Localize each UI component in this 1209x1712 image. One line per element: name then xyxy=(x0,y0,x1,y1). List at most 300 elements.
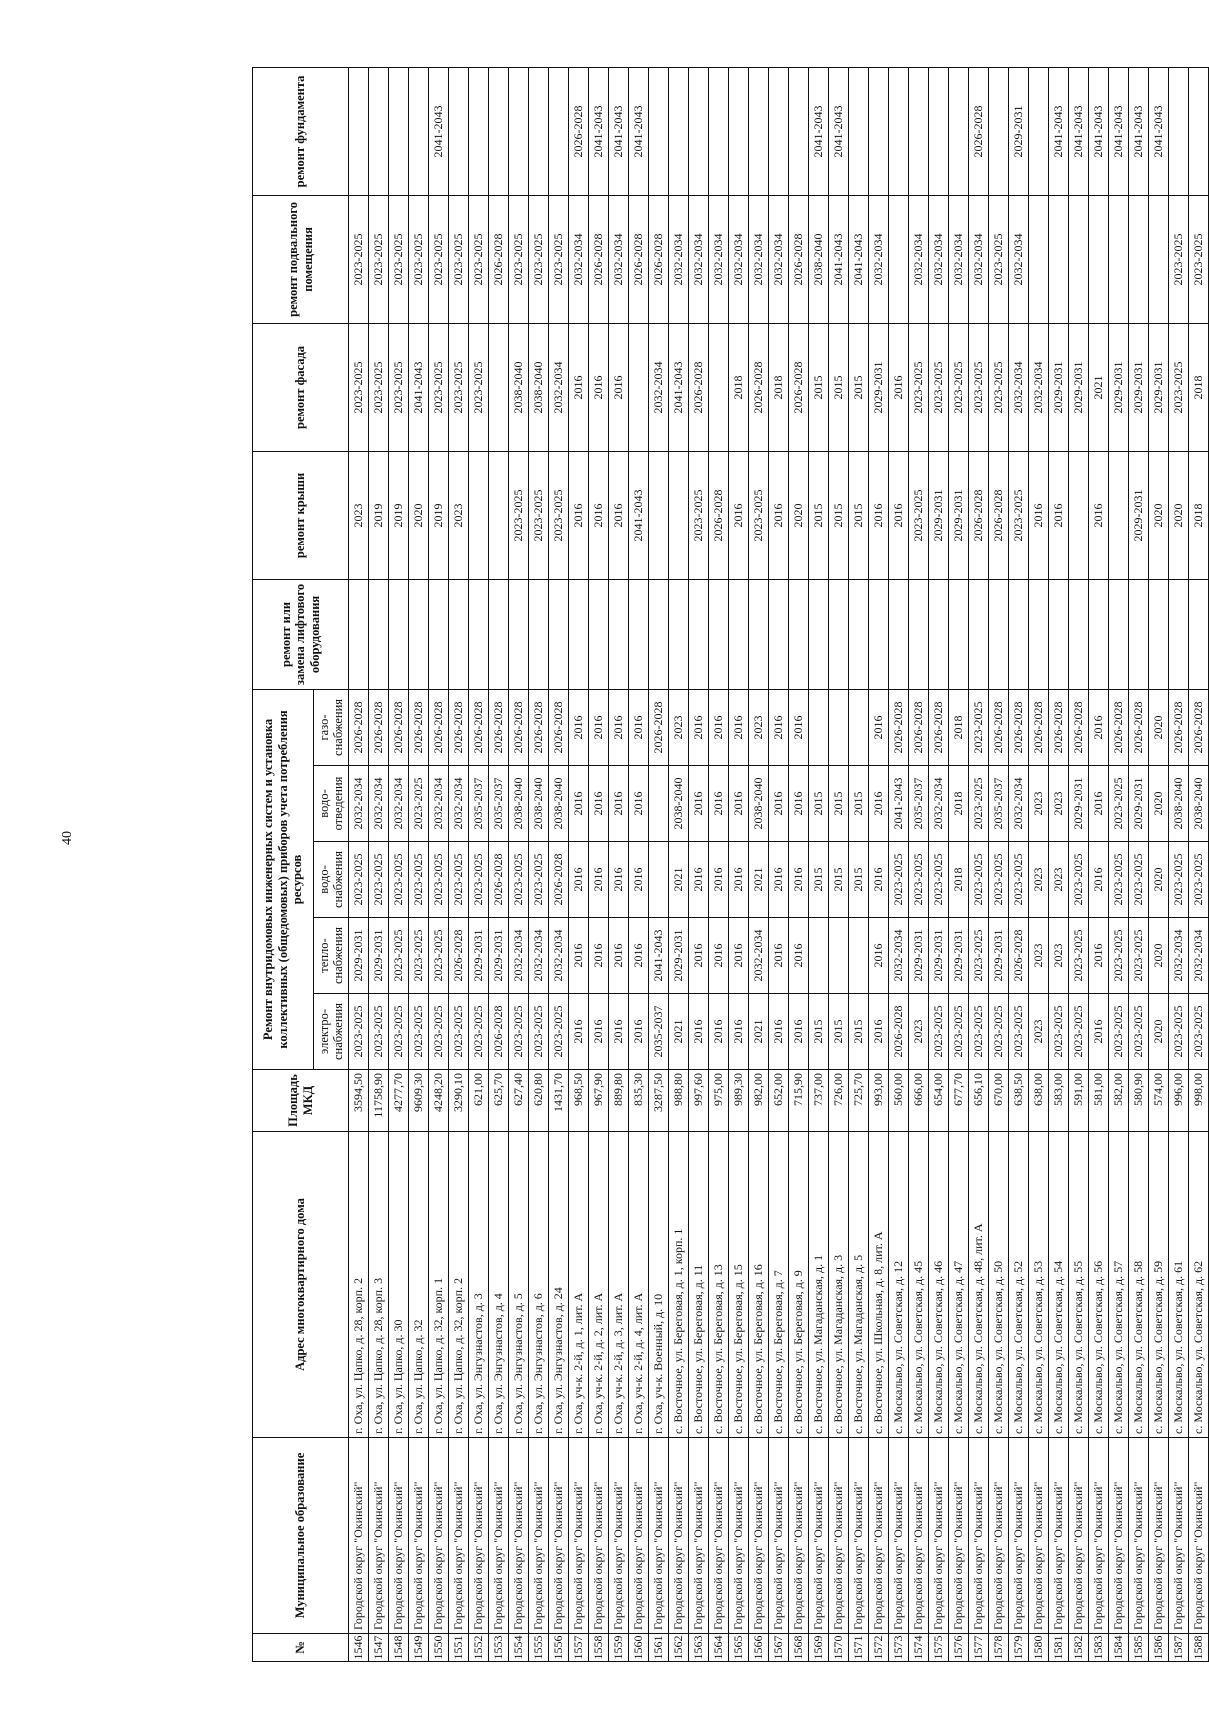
cell-address: с. Москальво, ул. Советская, д. 46 xyxy=(929,1132,949,1438)
cell-facade xyxy=(629,323,649,451)
cell-gas: 2026-2028 xyxy=(889,689,909,765)
cell-roof: 2015 xyxy=(829,451,849,579)
cell-drainage: 2035-2037 xyxy=(469,766,489,842)
table-row xyxy=(1109,67,1129,1661)
cell-basement: 2041-2043 xyxy=(849,195,869,323)
cell-elevator xyxy=(569,579,589,689)
cell-facade: 2029-2031 xyxy=(1049,323,1069,451)
cell-heating xyxy=(809,918,829,994)
cell-basement: 2023-2025 xyxy=(509,195,529,323)
cell-facade: 2023-2025 xyxy=(469,323,489,451)
table-row xyxy=(669,67,689,1661)
cell-num: 1554 xyxy=(509,1634,529,1662)
cell-gas: 2026-2028 xyxy=(1009,689,1029,765)
cell-elevator xyxy=(889,579,909,689)
cell-area: 656,10 xyxy=(969,1070,989,1132)
cell-elevator xyxy=(409,579,429,689)
cell-water: 2015 xyxy=(809,842,829,918)
cell-elevator xyxy=(629,579,649,689)
cell-facade xyxy=(709,323,729,451)
cell-area: 998,00 xyxy=(1189,1070,1209,1132)
cell-facade: 2029-2031 xyxy=(1129,323,1149,451)
cell-municipality: Городской округ "Окинский" xyxy=(829,1438,849,1634)
cell-heating: 2029-2031 xyxy=(469,918,489,994)
cell-drainage: 2035-2037 xyxy=(489,766,509,842)
table-row xyxy=(1169,67,1189,1661)
cell-electricity: 2021 xyxy=(749,994,769,1070)
cell-gas: 2016 xyxy=(689,689,709,765)
cell-num: 1549 xyxy=(409,1634,429,1662)
cell-num: 1558 xyxy=(589,1634,609,1662)
cell-municipality: Городской округ "Окинский" xyxy=(909,1438,929,1634)
cell-address: г. Оха, ул. Энгузнастов, д. 3 xyxy=(469,1132,489,1438)
cell-area: 989,30 xyxy=(729,1070,749,1132)
cell-area: 11758,90 xyxy=(369,1070,389,1132)
cell-basement: 2023-2025 xyxy=(389,195,409,323)
cell-foundation: 2041-2043 xyxy=(829,67,849,195)
cell-basement: 2032-2034 xyxy=(689,195,709,323)
cell-electricity: 2026-2028 xyxy=(489,994,509,1070)
cell-address: г. Оха, ул. Цапко, д. 32 xyxy=(409,1132,429,1438)
cell-area: 1431,70 xyxy=(549,1070,569,1132)
cell-municipality: Городской округ "Окинский" xyxy=(549,1438,569,1634)
cell-elevator xyxy=(349,579,369,689)
cell-water: 2023-2025 xyxy=(1009,842,1029,918)
cell-facade: 2023-2025 xyxy=(389,323,409,451)
cell-heating: 2032-2034 xyxy=(509,918,529,994)
cell-municipality: Городской округ "Окинский" xyxy=(949,1438,969,1634)
cell-basement: 2023-2025 xyxy=(409,195,429,323)
cell-foundation: 2026-2028 xyxy=(969,67,989,195)
cell-address: с. Восточное, ул. Береговая, д. 1, корп. 1 xyxy=(669,1132,689,1438)
cell-water: 2016 xyxy=(569,842,589,918)
table-row xyxy=(1129,67,1149,1661)
cell-drainage: 2016 xyxy=(689,766,709,842)
cell-gas: 2026-2028 xyxy=(509,689,529,765)
cell-electricity: 2023-2025 xyxy=(509,994,529,1070)
cell-address: с. Москальво, ул. Советская, д. 56 xyxy=(1089,1132,1109,1438)
cell-foundation: 2041-2043 xyxy=(1149,67,1169,195)
cell-elevator xyxy=(1149,579,1169,689)
cell-address: с. Восточное, ул. Береговая, д. 11 xyxy=(689,1132,709,1438)
cell-roof: 2029-2031 xyxy=(949,451,969,579)
cell-municipality: Городской округ "Окинский" xyxy=(629,1438,649,1634)
cell-foundation xyxy=(789,67,809,195)
table-row xyxy=(849,67,869,1661)
table-row xyxy=(409,67,429,1661)
cell-drainage: 2032-2034 xyxy=(369,766,389,842)
cell-elevator xyxy=(789,579,809,689)
cell-address: г. Оха, уч-к. 2-й, д. 4, лит. А xyxy=(629,1132,649,1438)
table-row xyxy=(389,67,409,1661)
cell-num: 1574 xyxy=(909,1634,929,1662)
cell-municipality: Городской округ "Окинский" xyxy=(669,1438,689,1634)
cell-gas: 2023-2025 xyxy=(969,689,989,765)
cell-basement: 2023-2025 xyxy=(429,195,449,323)
cell-address: с. Москальво, ул. Советская, д. 45 xyxy=(909,1132,929,1438)
cell-municipality: Городской округ "Окинский" xyxy=(649,1438,669,1634)
cell-municipality: Городской округ "Окинский" xyxy=(729,1438,749,1634)
cell-heating: 2029-2031 xyxy=(369,918,389,994)
cell-drainage: 2038-2040 xyxy=(509,766,529,842)
cell-roof: 2016 xyxy=(609,451,629,579)
cell-area: 993,00 xyxy=(869,1070,889,1132)
cell-num: 1555 xyxy=(529,1634,549,1662)
cell-area: 582,00 xyxy=(1109,1070,1129,1132)
cell-drainage: 2035-2037 xyxy=(989,766,1009,842)
cell-electricity: 2023-2025 xyxy=(369,994,389,1070)
cell-elevator xyxy=(509,579,529,689)
cell-gas: 2026-2028 xyxy=(649,689,669,765)
cell-roof: 2016 xyxy=(1089,451,1109,579)
cell-basement: 2032-2034 xyxy=(709,195,729,323)
cell-drainage: 2016 xyxy=(729,766,749,842)
cell-elevator xyxy=(389,579,409,689)
cell-electricity: 2023-2025 xyxy=(389,994,409,1070)
cell-num: 1570 xyxy=(829,1634,849,1662)
cell-municipality: Городской округ "Окинский" xyxy=(709,1438,729,1634)
cell-num: 1551 xyxy=(449,1634,469,1662)
cell-electricity: 2016 xyxy=(609,994,629,1070)
cell-heating: 2032-2034 xyxy=(889,918,909,994)
cell-facade: 2023-2025 xyxy=(929,323,949,451)
cell-elevator xyxy=(649,579,669,689)
cell-area: 574,00 xyxy=(1149,1070,1169,1132)
cell-municipality: Городской округ "Окинский" xyxy=(429,1438,449,1634)
cell-gas: 2026-2028 xyxy=(389,689,409,765)
cell-drainage: 2016 xyxy=(569,766,589,842)
cell-elevator xyxy=(549,579,569,689)
cell-basement xyxy=(1089,195,1109,323)
cell-roof: 2019 xyxy=(429,451,449,579)
cell-foundation: 2041-2043 xyxy=(589,67,609,195)
cell-municipality: Городской округ "Окинский" xyxy=(789,1438,809,1634)
cell-address: г. Оха, ул. Энгузнастов, д. 4 xyxy=(489,1132,509,1438)
cell-roof: 2018 xyxy=(1189,451,1209,579)
table-row xyxy=(469,67,489,1661)
cell-elevator xyxy=(1129,579,1149,689)
cell-num: 1578 xyxy=(989,1634,1009,1662)
cell-basement: 2023-2025 xyxy=(469,195,489,323)
cell-gas: 2016 xyxy=(769,689,789,765)
cell-num: 1588 xyxy=(1189,1634,1209,1662)
cell-roof: 2023-2025 xyxy=(689,451,709,579)
cell-electricity: 2016 xyxy=(689,994,709,1070)
cell-drainage: 2032-2034 xyxy=(429,766,449,842)
cell-area: 620,80 xyxy=(529,1070,549,1132)
cell-facade: 2023-2025 xyxy=(369,323,389,451)
cell-facade: 2038-2040 xyxy=(509,323,529,451)
cell-roof: 2016 xyxy=(569,451,589,579)
cell-elevator xyxy=(469,579,489,689)
cell-basement: 2038-2040 xyxy=(809,195,829,323)
cell-electricity: 2023-2025 xyxy=(409,994,429,1070)
cell-roof xyxy=(489,451,509,579)
cell-water: 2023-2025 xyxy=(409,842,429,918)
header-num: № xyxy=(253,1634,349,1662)
cell-foundation xyxy=(949,67,969,195)
cell-electricity: 2023-2025 xyxy=(949,994,969,1070)
cell-electricity: 2023-2025 xyxy=(1129,994,1149,1070)
cell-basement xyxy=(1129,195,1149,323)
cell-foundation xyxy=(669,67,689,195)
cell-basement: 2032-2034 xyxy=(869,195,889,323)
cell-num: 1571 xyxy=(849,1634,869,1662)
cell-municipality: Городской округ "Окинский" xyxy=(749,1438,769,1634)
cell-address: с. Москальво, ул. Советская, д. 47 xyxy=(949,1132,969,1438)
cell-address: с. Москальво, ул. Советская, д. 50 xyxy=(989,1132,1009,1438)
cell-water xyxy=(649,842,669,918)
cell-area: 638,00 xyxy=(1029,1070,1049,1132)
cell-gas: 2026-2028 xyxy=(1169,689,1189,765)
table-row xyxy=(1189,67,1209,1661)
repair-schedule-table xyxy=(252,67,1209,1662)
cell-basement: 2032-2034 xyxy=(909,195,929,323)
cell-roof: 2015 xyxy=(849,451,869,579)
header-gas: газо-снабжения xyxy=(314,689,349,765)
cell-area: 889,80 xyxy=(609,1070,629,1132)
cell-num: 1562 xyxy=(669,1634,689,1662)
cell-facade: 2023-2025 xyxy=(449,323,469,451)
cell-facade: 2038-2040 xyxy=(529,323,549,451)
cell-electricity: 2023-2025 xyxy=(1049,994,1069,1070)
table-row xyxy=(949,67,969,1661)
cell-elevator xyxy=(1189,579,1209,689)
cell-heating: 2029-2031 xyxy=(489,918,509,994)
cell-num: 1581 xyxy=(1049,1634,1069,1662)
cell-facade: 2023-2025 xyxy=(1169,323,1189,451)
cell-gas: 2016 xyxy=(609,689,629,765)
cell-basement: 2032-2034 xyxy=(929,195,949,323)
cell-electricity: 2023-2025 xyxy=(349,994,369,1070)
cell-heating xyxy=(849,918,869,994)
cell-water: 2023-2025 xyxy=(1129,842,1149,918)
cell-electricity: 2016 xyxy=(569,994,589,1070)
cell-facade: 2023-2025 xyxy=(349,323,369,451)
cell-basement: 2032-2034 xyxy=(669,195,689,323)
cell-roof xyxy=(669,451,689,579)
cell-water: 2016 xyxy=(769,842,789,918)
header-municipality: Муниципальное образование xyxy=(253,1438,349,1634)
cell-electricity: 2016 xyxy=(789,994,809,1070)
cell-foundation: 2041-2043 xyxy=(1089,67,1109,195)
cell-elevator xyxy=(1169,579,1189,689)
cell-num: 1567 xyxy=(769,1634,789,1662)
cell-municipality: Городской округ "Окинский" xyxy=(1109,1438,1129,1634)
cell-drainage: 2016 xyxy=(609,766,629,842)
cell-gas: 2026-2028 xyxy=(929,689,949,765)
cell-municipality: Городской округ "Окинский" xyxy=(969,1438,989,1634)
cell-gas: 2023 xyxy=(669,689,689,765)
cell-drainage: 2032-2034 xyxy=(1009,766,1029,842)
cell-water: 2026-2028 xyxy=(549,842,569,918)
cell-num: 1582 xyxy=(1069,1634,1089,1662)
cell-electricity: 2016 xyxy=(1089,994,1109,1070)
cell-num: 1572 xyxy=(869,1634,889,1662)
cell-basement: 2023-2025 xyxy=(349,195,369,323)
cell-num: 1587 xyxy=(1169,1634,1189,1662)
cell-facade: 2023-2025 xyxy=(969,323,989,451)
cell-roof: 2016 xyxy=(589,451,609,579)
cell-electricity: 2023-2025 xyxy=(1189,994,1209,1070)
cell-area: 3290,10 xyxy=(449,1070,469,1132)
cell-water: 2015 xyxy=(849,842,869,918)
cell-electricity: 2023-2025 xyxy=(529,994,549,1070)
cell-municipality: Городской округ "Окинский" xyxy=(869,1438,889,1634)
header-roof: ремонт крыши xyxy=(253,451,349,579)
cell-drainage: 2015 xyxy=(809,766,829,842)
header-drainage: водо-отведения xyxy=(314,766,349,842)
cell-elevator xyxy=(689,579,709,689)
cell-municipality: Городской округ "Окинский" xyxy=(469,1438,489,1634)
cell-address: г. Оха, ул. Цапко, д. 28, корп. 2 xyxy=(349,1132,369,1438)
cell-roof xyxy=(1109,451,1129,579)
cell-address: с. Москальво, ул. Советская, д. 62 xyxy=(1189,1132,1209,1438)
table-row xyxy=(829,67,849,1661)
cell-foundation xyxy=(489,67,509,195)
cell-gas: 2016 xyxy=(1089,689,1109,765)
cell-electricity: 2016 xyxy=(629,994,649,1070)
cell-drainage xyxy=(649,766,669,842)
cell-roof: 2023-2025 xyxy=(909,451,929,579)
cell-gas: 2026-2028 xyxy=(1029,689,1049,765)
cell-roof: 2016 xyxy=(729,451,749,579)
cell-gas xyxy=(829,689,849,765)
cell-area: 652,00 xyxy=(769,1070,789,1132)
cell-electricity: 2016 xyxy=(869,994,889,1070)
cell-drainage: 2016 xyxy=(589,766,609,842)
cell-address: г. Оха, ул. Цапко, д. 32, корп. 1 xyxy=(429,1132,449,1438)
cell-electricity: 2023-2025 xyxy=(1169,994,1189,1070)
cell-address: с. Москальво, ул. Советская, д. 54 xyxy=(1049,1132,1069,1438)
cell-electricity: 2035-2037 xyxy=(649,994,669,1070)
cell-water: 2023-2025 xyxy=(1109,842,1129,918)
cell-basement: 2023-2025 xyxy=(1189,195,1209,323)
cell-roof: 2026-2028 xyxy=(969,451,989,579)
cell-facade: 2018 xyxy=(729,323,749,451)
cell-address: с. Восточное, ул. Магаданская, д. 3 xyxy=(829,1132,849,1438)
cell-drainage: 2016 xyxy=(709,766,729,842)
cell-area: 581,00 xyxy=(1089,1070,1109,1132)
cell-roof: 2016 xyxy=(1029,451,1049,579)
cell-drainage: 2023-2025 xyxy=(969,766,989,842)
cell-water: 2023 xyxy=(1049,842,1069,918)
cell-num: 1564 xyxy=(709,1634,729,1662)
cell-elevator xyxy=(1009,579,1029,689)
table-row xyxy=(1029,67,1049,1661)
cell-basement: 2032-2034 xyxy=(569,195,589,323)
cell-roof: 2020 xyxy=(409,451,429,579)
cell-facade: 2026-2028 xyxy=(749,323,769,451)
cell-basement: 2023-2025 xyxy=(529,195,549,323)
cell-area: 715,90 xyxy=(789,1070,809,1132)
cell-gas: 2026-2028 xyxy=(1049,689,1069,765)
cell-elevator xyxy=(369,579,389,689)
cell-basement: 2032-2034 xyxy=(769,195,789,323)
cell-elevator xyxy=(1069,579,1089,689)
cell-drainage: 2023-2025 xyxy=(1109,766,1129,842)
cell-water: 2023-2025 xyxy=(969,842,989,918)
cell-water: 2026-2028 xyxy=(489,842,509,918)
cell-gas: 2016 xyxy=(589,689,609,765)
cell-num: 1585 xyxy=(1129,1634,1149,1662)
cell-heating: 2023-2025 xyxy=(389,918,409,994)
cell-electricity: 2016 xyxy=(709,994,729,1070)
cell-heating: 2026-2028 xyxy=(1009,918,1029,994)
cell-foundation: 2041-2043 xyxy=(1069,67,1089,195)
cell-heating: 2032-2034 xyxy=(1169,918,1189,994)
cell-num: 1557 xyxy=(569,1634,589,1662)
cell-num: 1568 xyxy=(789,1634,809,1662)
cell-municipality: Городской округ "Окинский" xyxy=(889,1438,909,1634)
cell-address: с. Восточное, ул. Береговая, д. 13 xyxy=(709,1132,729,1438)
cell-num: 1548 xyxy=(389,1634,409,1662)
cell-area: 4277,70 xyxy=(389,1070,409,1132)
cell-address: г. Оха, ул. Цапко, д. 28, корп. 3 xyxy=(369,1132,389,1438)
cell-drainage: 2038-2040 xyxy=(1189,766,1209,842)
cell-drainage: 2018 xyxy=(949,766,969,842)
cell-gas: 2016 xyxy=(869,689,889,765)
cell-gas: 2016 xyxy=(789,689,809,765)
cell-basement: 2026-2028 xyxy=(489,195,509,323)
cell-heating: 2041-2043 xyxy=(649,918,669,994)
cell-heating: 2016 xyxy=(689,918,709,994)
cell-roof: 2029-2031 xyxy=(1129,451,1149,579)
cell-municipality: Городской округ "Окинский" xyxy=(389,1438,409,1634)
cell-address: с. Восточное, ул. Береговая, д. 7 xyxy=(769,1132,789,1438)
table-row xyxy=(989,67,1009,1661)
cell-electricity: 2016 xyxy=(769,994,789,1070)
cell-area: 580,90 xyxy=(1129,1070,1149,1132)
cell-roof: 2016 xyxy=(1049,451,1069,579)
cell-elevator xyxy=(609,579,629,689)
cell-gas: 2026-2028 xyxy=(1109,689,1129,765)
cell-municipality: Городской округ "Окинский" xyxy=(1049,1438,1069,1634)
cell-municipality: Городской округ "Окинский" xyxy=(1029,1438,1049,1634)
cell-electricity: 2023-2025 xyxy=(469,994,489,1070)
cell-num: 1566 xyxy=(749,1634,769,1662)
table-row xyxy=(789,67,809,1661)
cell-water: 2023-2025 xyxy=(989,842,1009,918)
cell-elevator xyxy=(669,579,689,689)
cell-municipality: Городской округ "Окинский" xyxy=(489,1438,509,1634)
cell-foundation xyxy=(389,67,409,195)
cell-gas: 2026-2028 xyxy=(489,689,509,765)
cell-address: с. Москальво, ул. Советская, д. 58 xyxy=(1129,1132,1149,1438)
cell-address: с. Москальво, ул. Советская, д. 59 xyxy=(1149,1132,1169,1438)
cell-foundation xyxy=(929,67,949,195)
cell-roof: 2016 xyxy=(889,451,909,579)
cell-roof: 2023 xyxy=(349,451,369,579)
cell-basement xyxy=(889,195,909,323)
cell-elevator xyxy=(709,579,729,689)
cell-address: с. Восточное, ул. Береговая, д. 16 xyxy=(749,1132,769,1438)
cell-area: 625,70 xyxy=(489,1070,509,1132)
cell-water: 2016 xyxy=(709,842,729,918)
cell-municipality: Городской округ "Окинский" xyxy=(769,1438,789,1634)
cell-num: 1556 xyxy=(549,1634,569,1662)
cell-roof: 2029-2031 xyxy=(929,451,949,579)
cell-facade: 2041-2043 xyxy=(409,323,429,451)
cell-foundation xyxy=(469,67,489,195)
cell-roof xyxy=(1069,451,1089,579)
cell-foundation xyxy=(529,67,549,195)
table-row xyxy=(929,67,949,1661)
cell-drainage: 2032-2034 xyxy=(389,766,409,842)
header-heating: тепло-снабжения xyxy=(314,918,349,994)
cell-area: 9609,30 xyxy=(409,1070,429,1132)
cell-num: 1550 xyxy=(429,1634,449,1662)
